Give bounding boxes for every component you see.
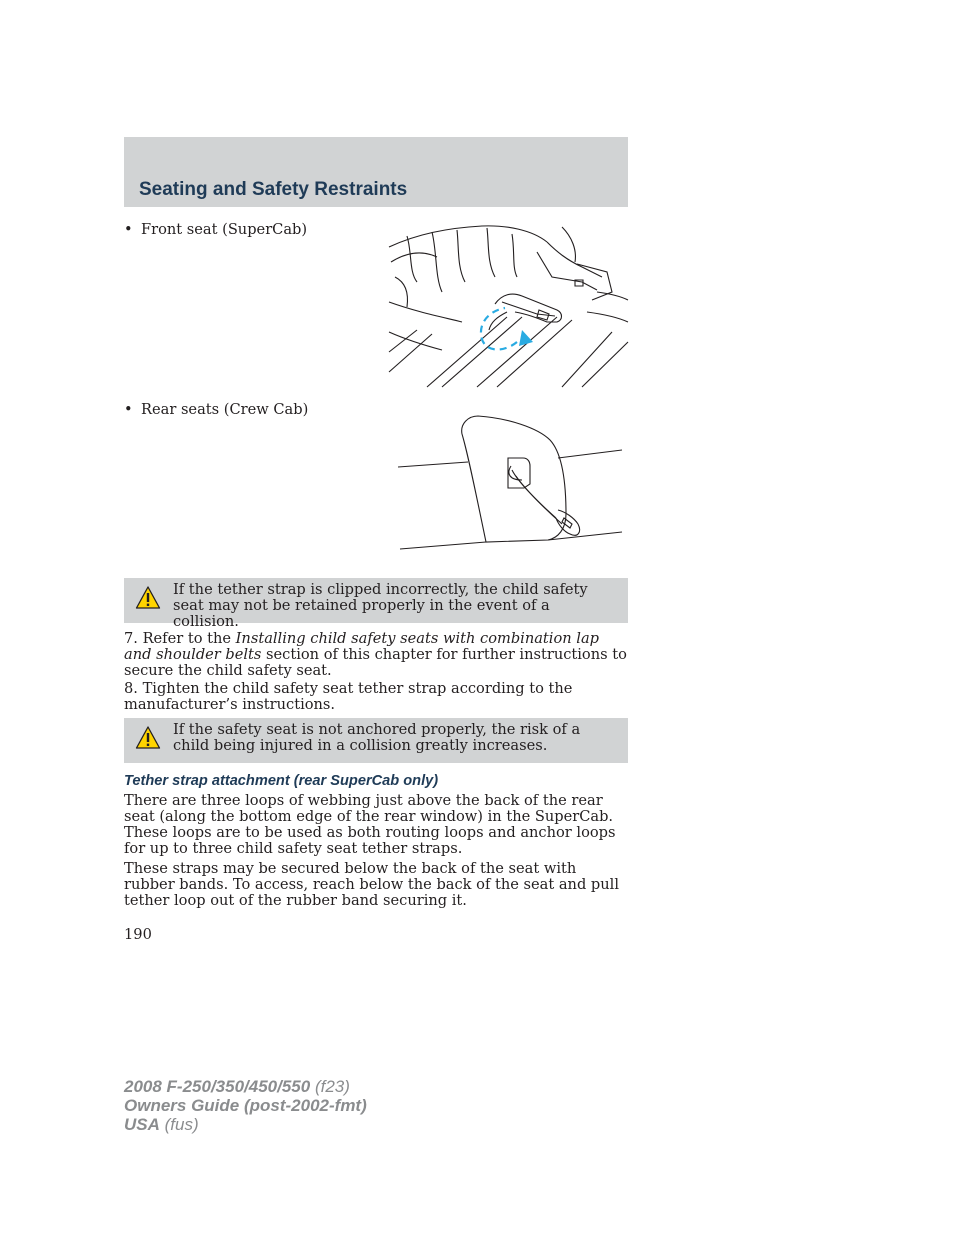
warning-box bbox=[124, 578, 628, 630]
step-7 bbox=[124, 631, 628, 679]
step-7-suffix: section of this chapter for further instructions to secure the child safety seat. bbox=[124, 646, 627, 679]
front-seat-tether-illustration bbox=[387, 222, 629, 388]
warning-text: If the tether strap is clipped incorrectly, the child safety seat may not be retained properly in the event of a collision. bbox=[173, 581, 588, 630]
section-header-band bbox=[124, 137, 628, 207]
step-8 bbox=[124, 681, 628, 713]
step-7-prefix: 7. Refer to the bbox=[124, 630, 236, 647]
paragraph-text: There are three loops of webbing just above the back of the rear seat (along the bottom edge of the rear window) in the SuperCab. These loops are to be used as both routing loops and anchor loops for up to three child safety seat tether straps. bbox=[124, 792, 616, 857]
footer-market-code: (fus) bbox=[159, 1115, 199, 1134]
warning-box bbox=[124, 718, 628, 763]
step-8-text: 8. Tighten the child safety seat tether strap according to the manufacturer’s instructions. bbox=[124, 680, 573, 713]
section-title: Seating and Safety Restraints bbox=[139, 179, 408, 200]
bullet-label: Front seat (SuperCab) bbox=[141, 221, 308, 238]
step-7-section-reference: Installing child safety seats with combination lap and shoulder belts bbox=[124, 630, 599, 663]
bullet-front-seat bbox=[124, 222, 307, 238]
bullet-icon: • bbox=[124, 401, 133, 418]
rear-seats-tether-illustration bbox=[398, 414, 624, 552]
footer-model-code: (f23) bbox=[310, 1077, 350, 1096]
warning-triangle-icon bbox=[135, 585, 161, 611]
warning-triangle-icon bbox=[135, 725, 161, 751]
bullet-label: Rear seats (Crew Cab) bbox=[141, 401, 309, 418]
bullet-rear-seats bbox=[124, 402, 308, 418]
warning-text: If the safety seat is not anchored properly, the risk of a child being injured in a collision greatly increases. bbox=[173, 721, 581, 754]
paragraph bbox=[124, 861, 628, 909]
section-subheading: Tether strap attachment (rear SuperCab only) bbox=[124, 773, 439, 789]
document-footer bbox=[124, 1077, 367, 1134]
footer-model: 2008 F-250/350/450/550 bbox=[124, 1077, 311, 1096]
footer-guide: Owners Guide (post-2002-fmt) bbox=[124, 1096, 367, 1115]
paragraph-text: These straps may be secured below the back of the seat with rubber bands. To access, reach below the back of the seat and pull tether loop out of the rubber band securing it. bbox=[124, 860, 620, 909]
paragraph bbox=[124, 793, 628, 857]
page-number: 190 bbox=[124, 926, 152, 943]
bullet-icon: • bbox=[124, 221, 133, 238]
footer-market: USA bbox=[124, 1115, 160, 1134]
